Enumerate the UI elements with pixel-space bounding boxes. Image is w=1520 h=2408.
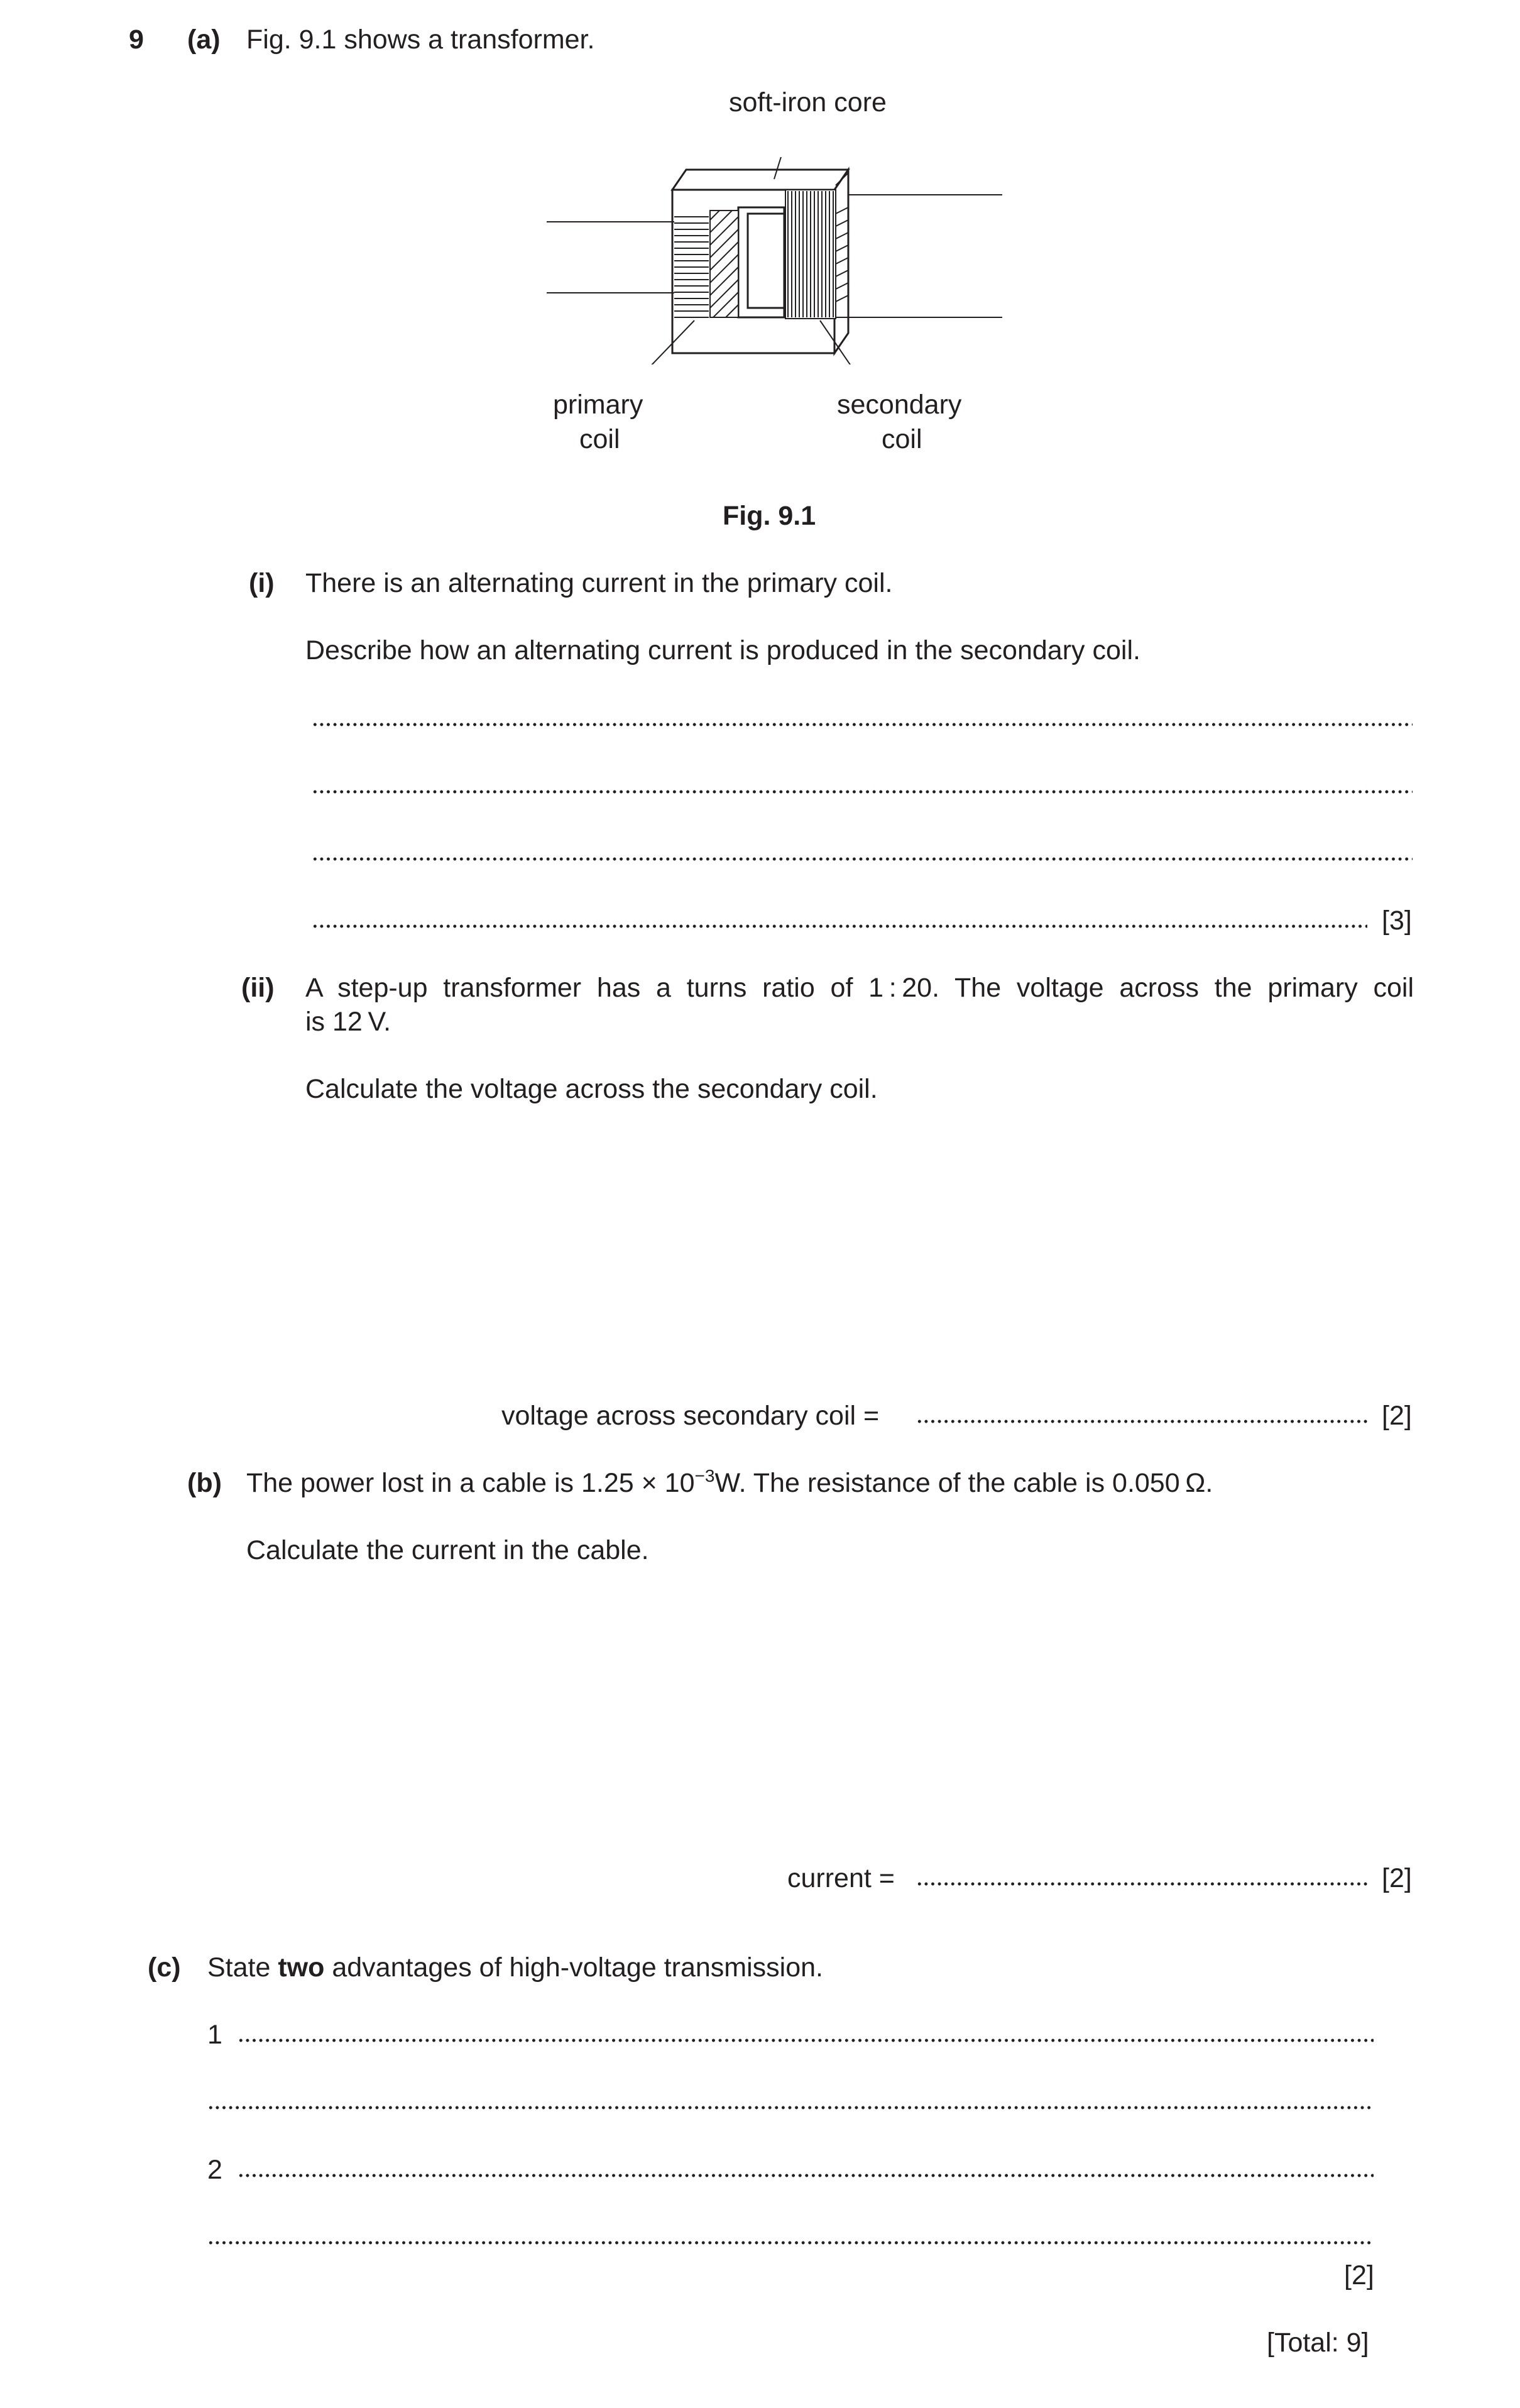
question-number: 9 — [129, 25, 144, 55]
advantage-2-line-2[interactable] — [207, 2241, 1374, 2245]
part-a-label: (a) — [187, 25, 221, 55]
advantage-2-number: 2 — [207, 2155, 222, 2185]
part-a-ii-marks: [2] — [1382, 1401, 1412, 1431]
label-primary-coil-line2: coil — [579, 424, 620, 454]
part-a-ii-label: (ii) — [241, 973, 275, 1003]
figure-caption: Fig. 9.1 — [723, 501, 816, 531]
answer-line[interactable] — [312, 790, 1413, 794]
part-a-i-instruction: Describe how an alternating current is produced in the secondary coil. — [305, 635, 1140, 665]
part-a-ii-statement-cont: is 12 V. — [305, 1007, 391, 1037]
part-c-label: (c) — [148, 1952, 181, 1983]
part-c-instruction: State two advantages of high-voltage transmission. — [207, 1952, 823, 1983]
answer-line[interactable] — [312, 924, 1367, 928]
label-secondary-coil-line2: coil — [882, 424, 922, 454]
label-primary-coil-line1: primary — [553, 390, 643, 420]
part-b-marks: [2] — [1382, 1863, 1412, 1893]
current-answer-label: current = — [787, 1863, 895, 1893]
voltage-answer-field[interactable] — [916, 1420, 1367, 1423]
transformer-diagram — [540, 157, 1018, 364]
part-a-i-label: (i) — [249, 568, 275, 598]
part-b-statement: The power lost in a cable is $1.25 \times 10^{-3}W$. The resistance of the cable is 0.050 Ω. — [246, 1466, 1213, 1498]
voltage-answer-label: voltage across secondary coil = — [501, 1401, 880, 1431]
part-a-i-statement: There is an alternating current in the primary coil. — [305, 568, 893, 598]
advantage-1-line-2[interactable] — [207, 2106, 1374, 2110]
answer-line[interactable] — [312, 857, 1413, 861]
part-a-ii-instruction: Calculate the voltage across the secondary coil. — [305, 1074, 878, 1104]
advantage-2-line[interactable] — [238, 2174, 1374, 2177]
advantage-1-number: 1 — [207, 2020, 222, 2050]
label-soft-iron-core: soft-iron core — [729, 87, 887, 118]
part-c-marks: [2] — [1344, 2260, 1374, 2290]
part-a-ii-statement: A step-up transformer has a turns ratio of 1 : 20. The voltage across the primary coil — [305, 973, 1414, 1003]
answer-line[interactable] — [312, 723, 1413, 726]
current-answer-field[interactable] — [916, 1882, 1367, 1886]
part-b-label: (b) — [187, 1468, 222, 1498]
part-a-intro: Fig. 9.1 shows a transformer. — [246, 25, 595, 55]
advantage-1-line[interactable] — [238, 2039, 1374, 2042]
label-secondary-coil-line1: secondary — [837, 390, 962, 420]
part-b-instruction: Calculate the current in the cable. — [246, 1535, 649, 1565]
total-marks: [Total: 9] — [1267, 2328, 1369, 2358]
part-a-i-marks: [3] — [1382, 906, 1412, 936]
